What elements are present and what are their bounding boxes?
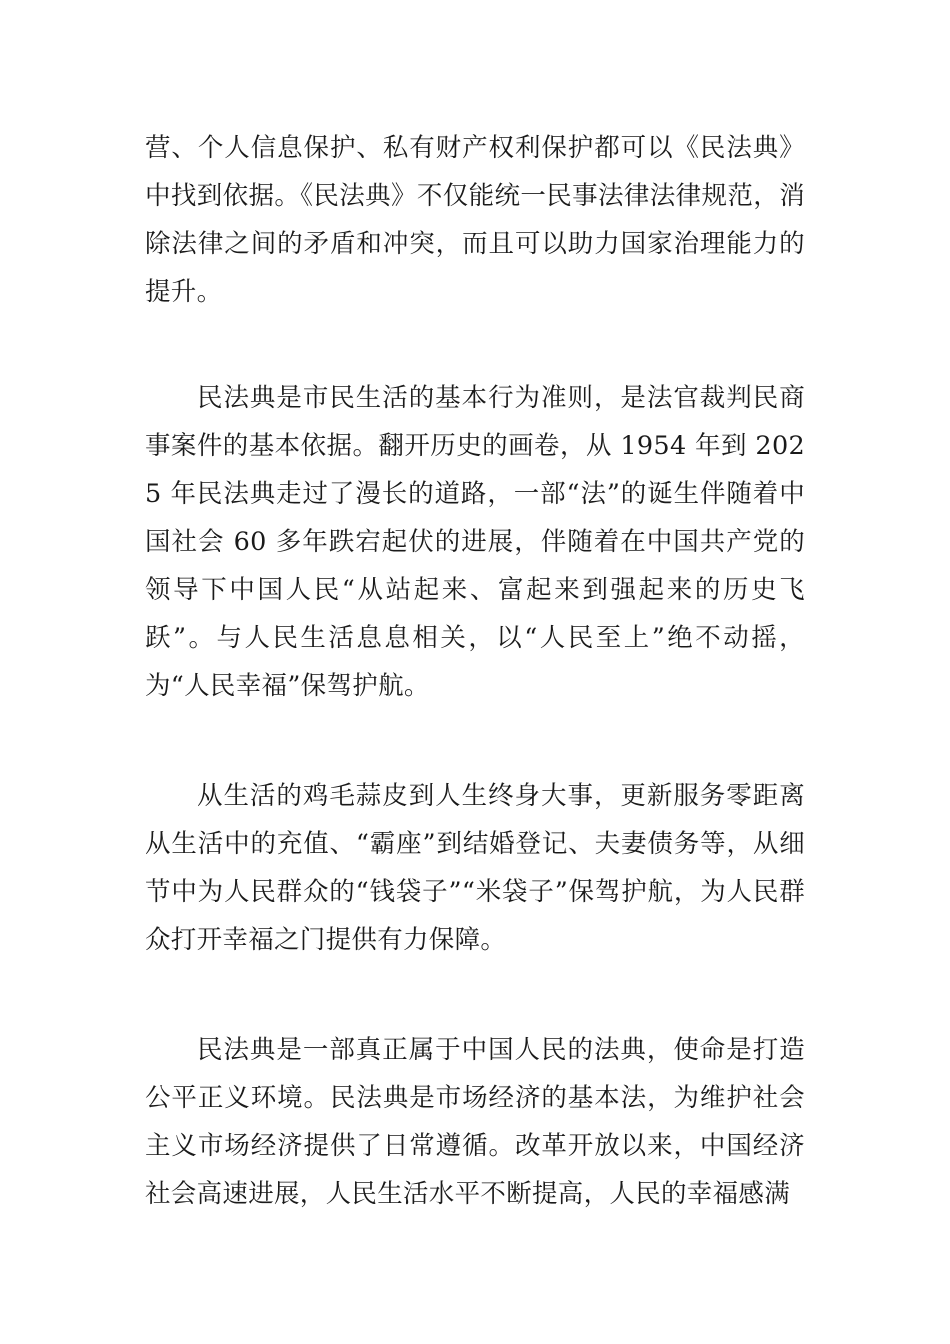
paragraph: 从生活的鸡毛蒜皮到人生终身大事，更新服务零距离从生活中的充值、“霸座”到结婚登记、夫妻债务等，从细节中为人民群众的“钱袋子”“米袋子”保驾护航，为人民群众打开幸福之门提供有力保障。 <box>145 781 805 955</box>
paragraph-continued: 营、个人信息保护、私有财产权利保护都可以《民法典》中找到依据。《民法典》不仅能统一民事法律法律规范，消除法律之间的矛盾和冲突，而且可以助力国家治理能力的提升。 <box>145 133 805 307</box>
paragraph: 民法典是一部真正属于中国人民的法典，使命是打造公平正义环境。民法典是市场经济的基本法，为维护社会主义市场经济提供了日常遵循。改革开放以来，中国经济社会高速进展，人民生活水平不断提高，人民的幸福感满 <box>145 1035 805 1209</box>
paragraph: 民法典是市民生活的基本行为准则，是法官裁判民商事案件的基本依据。翻开历史的画卷，从 1954 年到 2025 年民法典走过了漫长的道路，一部“法”的诞生伴随着中国社会 60 多年跌宕起伏的进展，伴随着在中国共产党的领导下中国人民“从站起来、富起来到强起来的历史飞跃”。与人民生活息息相关，以“人民至上”绝不动摇，为“人民幸福”保驾护航。 <box>145 383 805 701</box>
